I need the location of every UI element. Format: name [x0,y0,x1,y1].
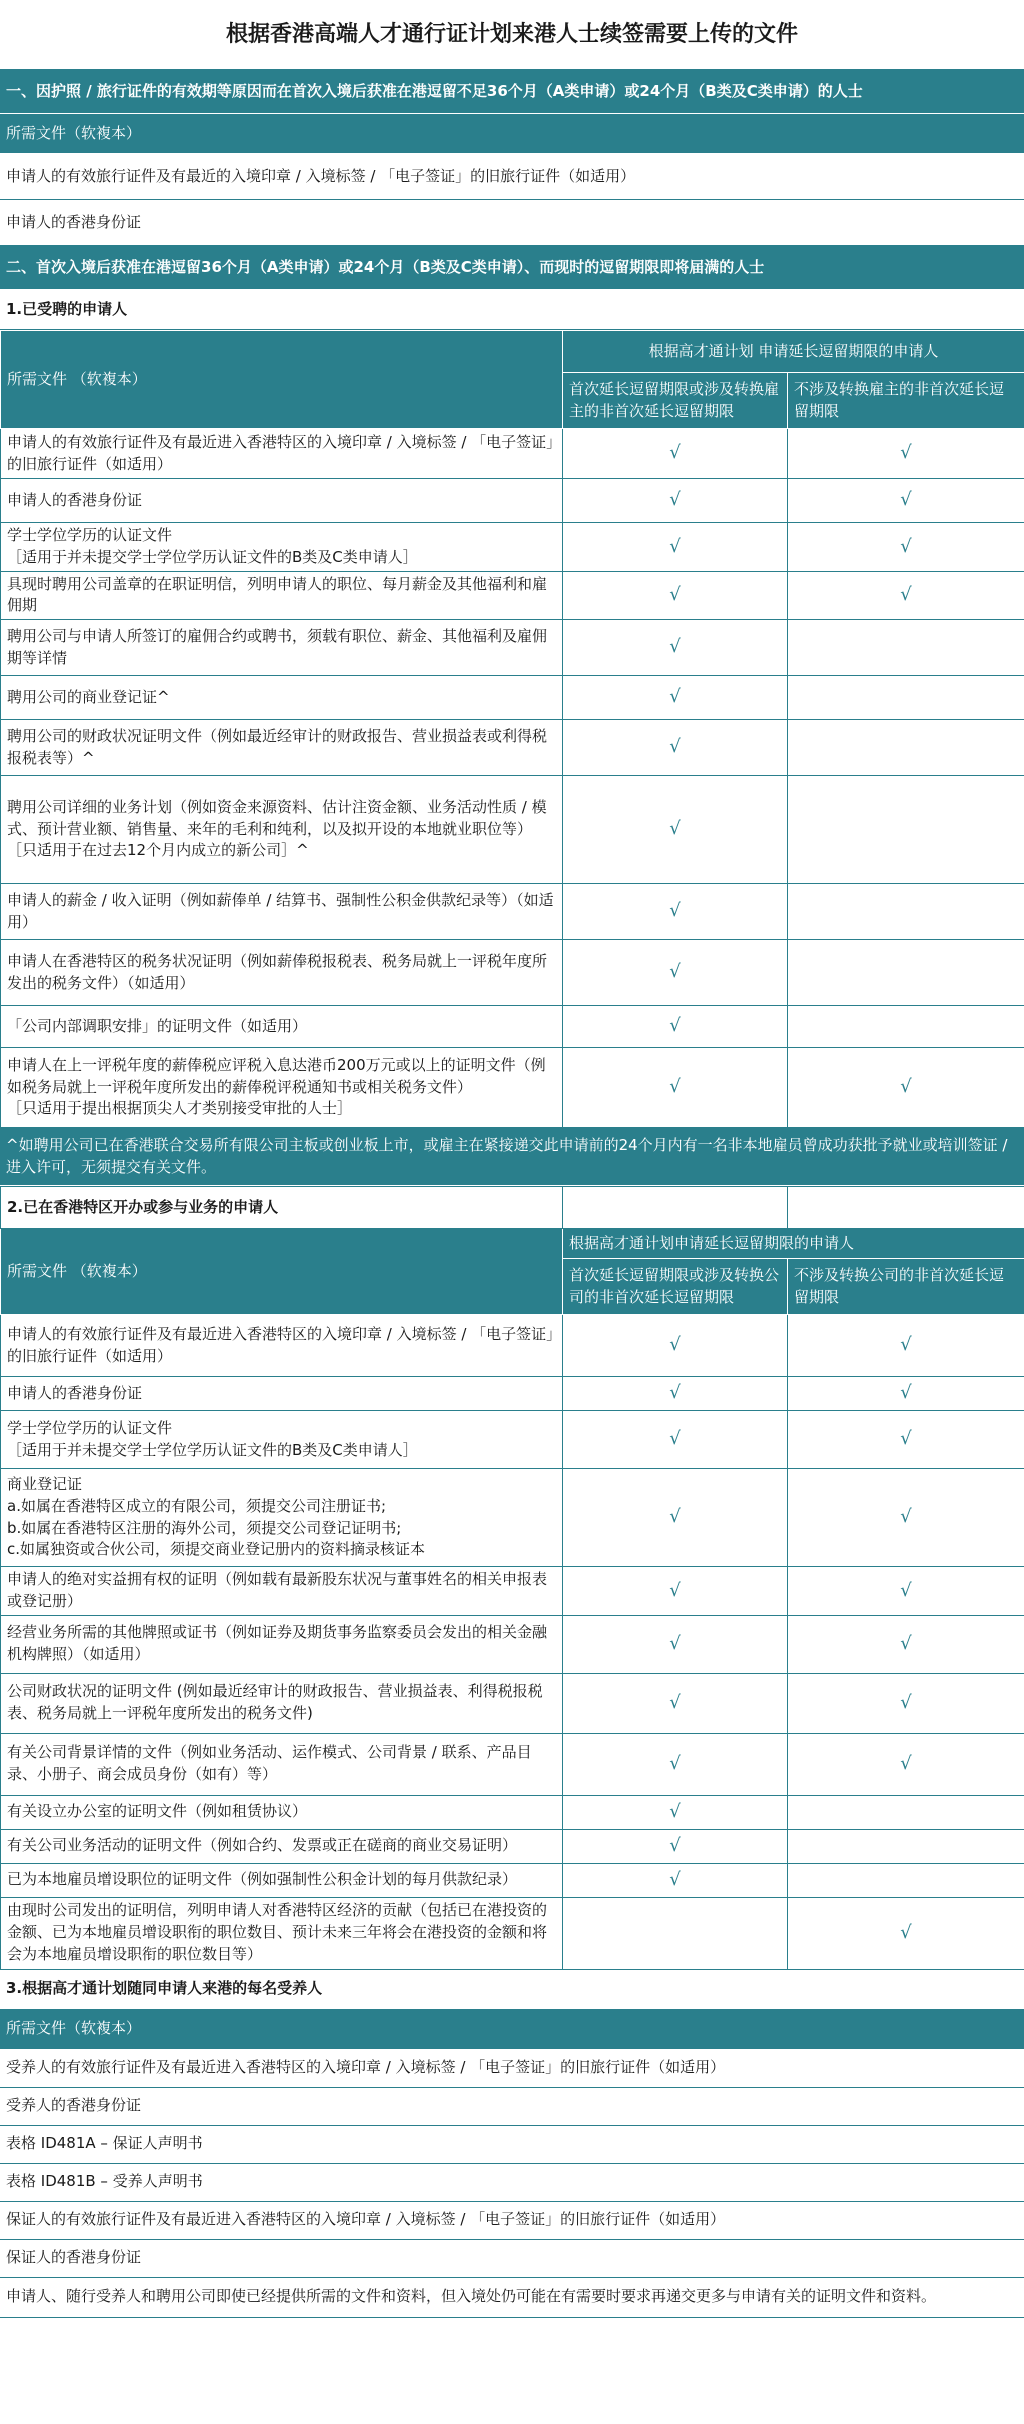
cat2-table [0,1186,1024,1970]
table-row [1,884,1024,940]
table-row [1,720,1024,776]
check-mark-col-b [788,940,1024,1006]
document-requirement: 经营业务所需的其他牌照或证书（例如证券及期货事务监察委员会发出的相关金融机构牌照）（如适用） [1,1615,563,1673]
document-requirement: 学士学位学历的认证文件 ［适用于并未提交学士学位学历认证文件的B类及C类申请人］ [1,1411,563,1469]
check-mark-col-b: √ [788,571,1024,620]
cat2-group-header: 根据高才通计划申请延长逗留期限的申请人 [563,1229,1024,1259]
check-mark-col-b: √ [788,1673,1024,1733]
page-title: 根据香港高端人才通行证计划来港人士续签需要上传的文件 [0,0,1024,70]
table-row [1,620,1024,676]
cat3-docs-label: 所需文件（软複本） [0,2010,1024,2050]
check-mark-col-a: √ [563,479,788,523]
document-requirement: 申请人的香港身份证 [1,479,563,523]
document-requirement: 有关设立办公室的证明文件（例如租赁协议） [1,1795,563,1829]
check-mark-col-a [563,1897,788,1969]
table-row [1,1615,1024,1673]
check-mark-col-b: √ [788,1048,1024,1128]
list-item: 受养人的香港身份证 [0,2088,1024,2126]
check-mark-col-b: √ [788,1567,1024,1616]
table-row [1,1567,1024,1616]
cat3-title: 3.根据高才通计划随同申请人来港的每名受养人 [0,1970,1024,2010]
table-row [1,1829,1024,1863]
table-row [1,940,1024,1006]
check-mark-col-a: √ [563,1315,788,1377]
check-mark-col-b [788,884,1024,940]
table-row [1,1863,1024,1897]
cat1-col-a-header: 首次延长逗留期限或涉及转换雇主的非首次延长逗留期限 [563,373,788,429]
check-mark-col-a: √ [563,1863,788,1897]
list-item: 保证人的香港身份证 [0,2240,1024,2278]
list-item: 受养人的有效旅行证件及有最近进入香港特区的入境印章 / 入境标签 / 「电子签证」的旧旅行证件（如适用） [0,2050,1024,2088]
check-mark-col-a: √ [563,776,788,884]
document-requirement: 申请人在香港特区的税务状况证明（例如薪俸税报税表、税务局就上一评税年度所发出的税务文件）（如适用） [1,940,563,1006]
list-item: 表格 ID481B – 受养人声明书 [0,2164,1024,2202]
cat2-docs-label: 所需文件 （软複本） [1,1229,563,1315]
check-mark-col-a: √ [563,1795,788,1829]
section1-row: 申请人的香港身份证 [0,200,1024,246]
document-requirement: 申请人的香港身份证 [1,1377,563,1411]
list-item: 保证人的有效旅行证件及有最近进入香港特区的入境印章 / 入境标签 / 「电子签证」的旧旅行证件（如适用） [0,2202,1024,2240]
check-mark-col-a: √ [563,1411,788,1469]
check-mark-col-b [788,776,1024,884]
table-row [1,776,1024,884]
check-mark-col-a: √ [563,1377,788,1411]
table-row [1,479,1024,523]
check-mark-col-a: √ [563,1829,788,1863]
document-requirement: 有关公司背景详情的文件（例如业务活动、运作模式、公司背景 / 联系、产品目录、小册子、商会成员身份（如有）等） [1,1733,563,1795]
document-requirement: 「公司内部调职安排」的证明文件（如适用） [1,1006,563,1048]
check-mark-col-a: √ [563,1673,788,1733]
check-mark-col-b [788,1795,1024,1829]
document-requirement: 聘用公司的财政状况证明文件（例如最近经审计的财政报告、营业损益表或利得税报税表等）^ [1,720,563,776]
cat2-title-spacer [563,1187,788,1229]
table-row [1,1733,1024,1795]
document-requirement: 有关公司业务活动的证明文件（例如合约、发票或正在磋商的商业交易证明） [1,1829,563,1863]
section1-row: 申请人的有效旅行证件及有最近的入境印章 / 入境标签 / 「电子签证」的旧旅行证件（如适用） [0,154,1024,200]
check-mark-col-b: √ [788,479,1024,523]
cat2-col-b-header: 不涉及转换公司的非首次延长逗留期限 [788,1259,1024,1315]
check-mark-col-a: √ [563,1469,788,1567]
document-requirement: 申请人的有效旅行证件及有最近进入香港特区的入境印章 / 入境标签 / 「电子签证」的旧旅行证件（如适用） [1,429,563,479]
cat2-col-a-header: 首次延长逗留期限或涉及转换公司的非首次延长逗留期限 [563,1259,788,1315]
check-mark-col-b [788,676,1024,720]
table-row [1,523,1024,572]
list-item: 表格 ID481A – 保证人声明书 [0,2126,1024,2164]
check-mark-col-b: √ [788,1411,1024,1469]
check-mark-col-a: √ [563,1615,788,1673]
check-mark-col-a: √ [563,676,788,720]
cat2-title-spacer [788,1187,1024,1229]
check-mark-col-a: √ [563,429,788,479]
table-row [1,571,1024,620]
check-mark-col-b: √ [788,1733,1024,1795]
footer-note: 申请人、随行受养人和聘用公司即使已经提供所需的文件和资料，但入境处仍可能在有需要时要求再递交更多与申请有关的证明文件和资料。 [0,2278,1024,2318]
table-row [1,676,1024,720]
check-mark-col-a: √ [563,1048,788,1128]
check-mark-col-b: √ [788,429,1024,479]
document-requirement: 学士学位学历的认证文件 ［适用于并未提交学士学位学历认证文件的B类及C类申请人］ [1,523,563,572]
check-mark-col-a: √ [563,720,788,776]
document-requirement: 具现时聘用公司盖章的在职证明信，列明申请人的职位、每月薪金及其他福利和雇佣期 [1,571,563,620]
table-row [1,1377,1024,1411]
table-row [1,1673,1024,1733]
section2-header: 二、首次入境后获准在港逗留36个月（A类申请）或24个月（B类及C类申请）、而现时的逗留期限即将届满的人士 [0,246,1024,290]
cat2-title: 2.已在香港特区开办或参与业务的申请人 [1,1187,563,1229]
check-mark-col-a: √ [563,940,788,1006]
check-mark-col-b: √ [788,1469,1024,1567]
check-mark-col-b [788,620,1024,676]
check-mark-col-b [788,1863,1024,1897]
check-mark-col-b [788,1006,1024,1048]
document-requirement: 公司财政状况的证明文件 (例如最近经审计的财政报告、营业损益表、利得税报税表、税务局就上一评税年度所发出的税务文件) [1,1673,563,1733]
document-requirement: 由现时公司发出的证明信，列明申请人对香港特区经济的贡献（包括已在港投资的金额、已为本地雇员增设职衔的职位数目、预计未来三年将会在港投资的金额和将会为本地雇员增设职衔的职位数目等） [1,1897,563,1969]
document-requirement: 商业登记证 a.如属在香港特区成立的有限公司，须提交公司注册证书; b.如属在香港特区注册的海外公司，须提交公司登记证明书; c.如属独资或合伙公司，须提交商业登记册内的资料摘录核证本 [1,1469,563,1567]
check-mark-col-a: √ [563,1733,788,1795]
table-row [1,1315,1024,1377]
check-mark-col-b [788,1829,1024,1863]
cat1-group-header: 根据高才通计划 申请延长逗留期限的申请人 [563,331,1024,373]
document-requirement: 已为本地雇员增设职位的证明文件（例如强制性公积金计划的每月供款纪录） [1,1863,563,1897]
check-mark-col-a: √ [563,1006,788,1048]
document-requirement: 聘用公司与申请人所签订的雇佣合约或聘书，须载有职位、薪金、其他福利及雇佣期等详情 [1,620,563,676]
cat1-title: 1.已受聘的申请人 [0,290,1024,330]
table-row [1,1006,1024,1048]
cat1-docs-label: 所需文件 （软複本） [1,331,563,429]
cat1-col-b-header: 不涉及转换雇主的非首次延长逗留期限 [788,373,1024,429]
table-row [1,1048,1024,1128]
table-row [1,1469,1024,1567]
section1-header: 一、因护照 / 旅行证件的有效期等原因而在首次入境后获准在港逗留不足36个月（A类申请）或24个月（B类及C类申请）的人士 [0,70,1024,114]
check-mark-col-a: √ [563,884,788,940]
check-mark-col-b: √ [788,523,1024,572]
check-mark-col-a: √ [563,1567,788,1616]
table-row [1,1795,1024,1829]
table-row [1,429,1024,479]
check-mark-col-a: √ [563,620,788,676]
check-mark-col-a: √ [563,523,788,572]
table-row [1,1897,1024,1969]
cat1-table [0,330,1024,1128]
document-requirement: 聘用公司详细的业务计划（例如资金来源资料、估计注资金额、业务活动性质 / 模式、预计营业额、销售量、来年的毛利和纯利，以及拟开设的本地就业职位等） ［只适用于在过去12个月内成立的新公司］^ [1,776,563,884]
document-requirement: 申请人在上一评税年度的薪俸税应评税入息达港币200万元或以上的证明文件（例如税务局就上一评税年度所发出的薪俸税评税通知书或相关税务文件） ［只适用于提出根据顶尖人才类别接受审批的人士］ [1,1048,563,1128]
check-mark-col-b [788,720,1024,776]
check-mark-col-b: √ [788,1897,1024,1969]
cat1-note: ^如聘用公司已在香港联合交易所有限公司主板或创业板上市，或雇主在紧接递交此申请前的24个月内有一名非本地雇员曾成功获批予就业或培训签证 / 进入许可，无须提交有关文件。 [0,1128,1024,1186]
document-requirement: 申请人的绝对实益拥有权的证明（例如载有最新股东状况与董事姓名的相关申报表或登记册） [1,1567,563,1616]
check-mark-col-b: √ [788,1615,1024,1673]
check-mark-col-a: √ [563,571,788,620]
table-row [1,1411,1024,1469]
check-mark-col-b: √ [788,1315,1024,1377]
check-mark-col-b: √ [788,1377,1024,1411]
document-requirement: 申请人的薪金 / 收入证明（例如薪俸单 / 结算书、强制性公积金供款纪录等）（如适用） [1,884,563,940]
document-requirement: 申请人的有效旅行证件及有最近进入香港特区的入境印章 / 入境标签 / 「电子签证」的旧旅行证件（如适用） [1,1315,563,1377]
document-requirement: 聘用公司的商业登记证^ [1,676,563,720]
section1-docs-label: 所需文件（软複本） [0,114,1024,154]
